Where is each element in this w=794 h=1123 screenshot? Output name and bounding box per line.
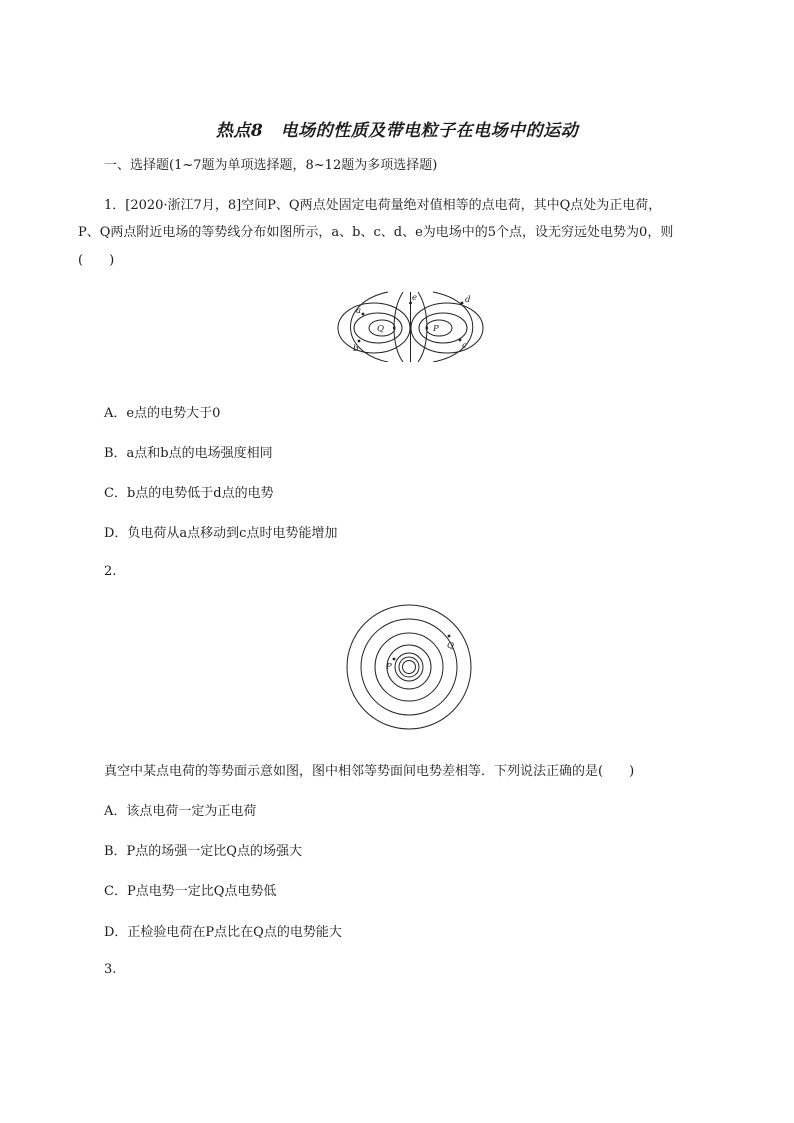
q1-point-a	[362, 313, 365, 316]
q2-option-c: C．P点电势一定比Q点电势低	[104, 884, 277, 899]
q2-surface-1	[347, 605, 471, 729]
q1-charge-p-dot	[426, 327, 428, 329]
q2-equipotential-figure	[346, 604, 476, 734]
q2-label-p: P	[386, 662, 392, 672]
q1-label-d: d	[465, 295, 471, 305]
q1-point-b	[358, 340, 361, 343]
q1-q-outer-loop	[338, 303, 410, 353]
q2-surface-7	[403, 661, 416, 674]
q2-number: 2.	[104, 564, 117, 579]
q2-point-p	[393, 658, 396, 661]
q1-point-c	[459, 339, 462, 342]
q1-p-outer-loop	[411, 303, 483, 353]
q1-label-c: c	[462, 341, 467, 351]
q2-label-q: Q	[447, 641, 454, 651]
q2-option-a: A．该点电荷一定为正电荷	[104, 804, 257, 819]
q1-label-p: P	[433, 324, 439, 334]
q1-stem-line3: ( )	[78, 253, 115, 268]
q1-label-e: e	[412, 293, 418, 303]
q1-charge-q-dot	[393, 327, 395, 329]
section-heading: 一、选择题(1~7题为单项选择题，8~12题为多项选择题)	[104, 158, 438, 173]
q1-label-q: Q	[377, 324, 384, 334]
q1-stem-line1: 1．[2020·浙江7月，8]空间P、Q两点处固定电荷量绝对值相等的点电荷，其中Q点处为正电荷，	[104, 198, 662, 213]
q1-label-a: a	[356, 306, 362, 316]
q1-option-d: D．负电荷从a点移动到c点时电势能增加	[104, 526, 338, 541]
q1-p-inner-loop	[426, 320, 452, 336]
q1-label-b: b	[353, 344, 359, 354]
q2-option-d: D．正检验电荷在P点比在Q点的电势能大	[104, 925, 342, 940]
q1-option-b: B．a点和b点的电场强度相同	[104, 446, 273, 461]
q1-equipotential-figure	[336, 290, 490, 362]
q1-point-d	[461, 302, 464, 305]
q2-option-b: B．P点的场强一定比Q点的场强大	[104, 844, 302, 859]
q2-stem: 真空中某点电荷的等势面示意如图，图中相邻等势面间电势差相等．下列说法正确的是( )	[104, 764, 635, 779]
q1-option-c: C．b点的电势低于d点的电势	[104, 486, 274, 501]
q1-stem-line2: P、Q两点附近电场的等势线分布如图所示，a、b、c、d、e为电场中的5个点，设无穷远处电势为0，则	[78, 225, 674, 240]
page-title: 热点8 电场的性质及带电粒子在电场中的运动	[215, 121, 579, 141]
q1-option-a: A．e点的电势大于0	[104, 406, 221, 421]
q3-number: 3.	[104, 962, 117, 977]
q2-surface-4	[387, 645, 431, 689]
q2-point-q	[448, 635, 451, 638]
